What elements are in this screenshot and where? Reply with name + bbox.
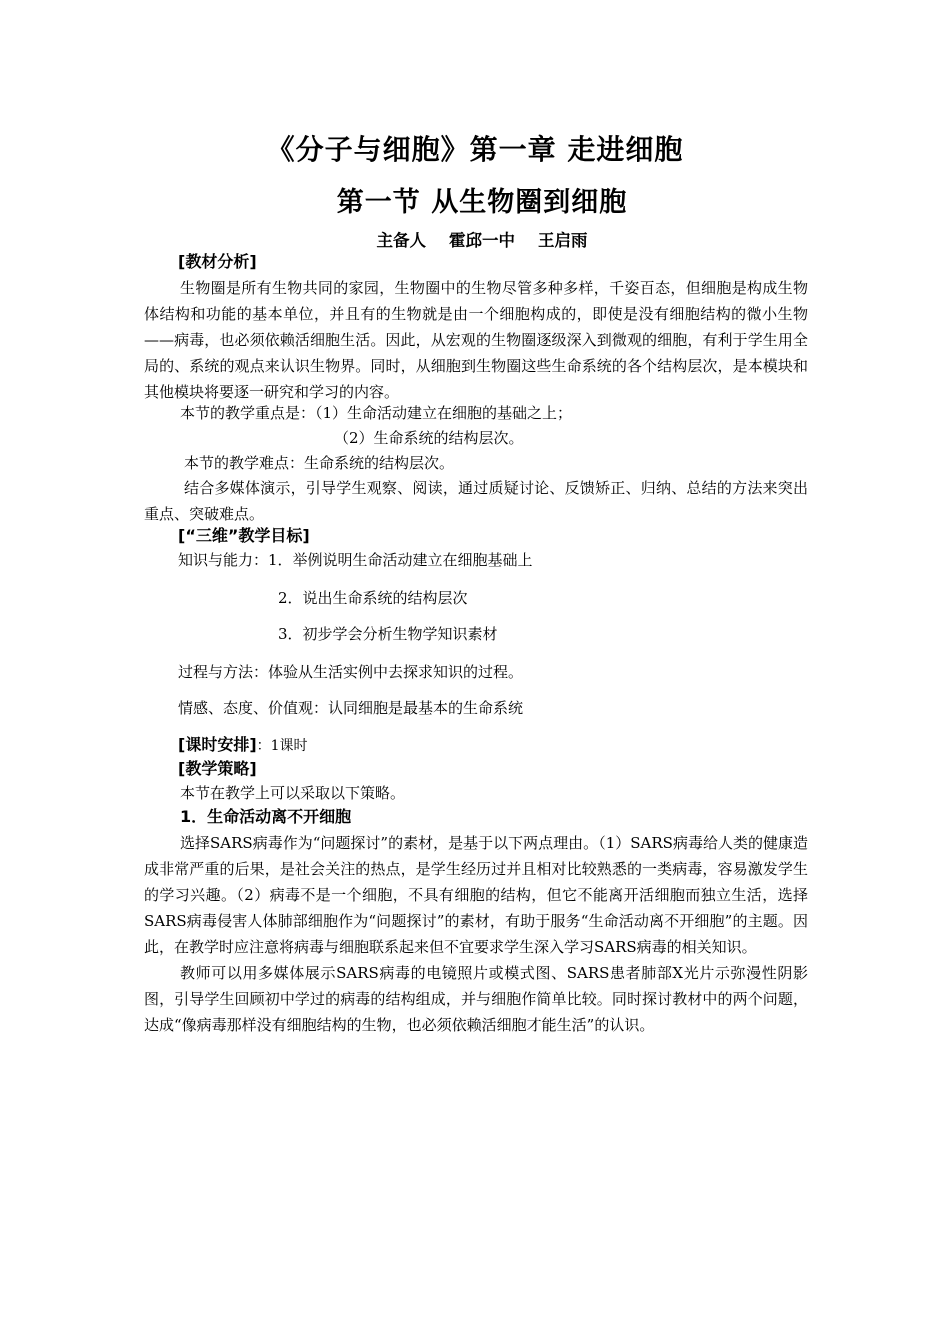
goals-heading: [“三维”教学目标] [178, 526, 310, 545]
strategy-paragraph-2: 教师可以用多媒体展示SARS病毒的电镜照片或模式图、SARS患者肺部X光片示弥漫性阴影图，引导学生回顾初中学过的病毒的结构组成，并与细胞作简单比较。同时探讨教材中的两个问题，达成“像病毒那样没有细胞结构的生物，也必须依赖活细胞才能生活”的认识。 [144, 964, 808, 1034]
key-points-line-1: 本节的教学重点是：（1）生命活动建立在细胞的基础之上； [180, 404, 573, 422]
strategy-heading: [教学策略] [178, 759, 257, 778]
goal-knowledge-1: 知识与能力：1．举例说明生命活动建立在细胞基础上 [178, 551, 533, 569]
material-analysis-section [144, 275, 808, 405]
method-paragraph: 结合多媒体演示，引导学生观察、阅读，通过质疑讨论、反馈矫正、归纳、总结的方法来突出重点、突破难点。 [144, 479, 808, 523]
schedule-value: ：1课时 [256, 738, 308, 754]
schedule-heading: [课时安排] [178, 735, 257, 754]
material-analysis-paragraph: 生物圈是所有生物共同的家园，生物圈中的生物尽管多种多样，千姿百态，但细胞是构成生物体结构和功能的基本单位，并且有的生物就是由一个细胞构成的，即使是没有细胞结构的微小生物——病毒，也必须依赖活细胞生活。因此，从宏观的生物圈逐级深入到微观的细胞，有利于学生用全局的、系统的观点来认识生物界。同时，从细胞到生物圈这些生命系统的各个结构层次，是本模块和其他模块将要逐一研究和学习的内容。 [144, 279, 808, 401]
document-title: 《分子与细胞》第一章 走进细胞 [266, 133, 684, 166]
goal-knowledge-3: 3．初步学会分析生物学知识素材 [278, 625, 498, 643]
goal-process: 过程与方法：体验从生活实例中去探求知识的过程。 [178, 663, 524, 681]
goal-emotion: 情感、态度、价值观：认同细胞是最基本的生命系统 [178, 699, 524, 717]
strategy-paragraph-1: 选择SARS病毒作为“问题探讨”的素材，是基于以下两点理由。（1）SARS病毒给人类的健康造成非常严重的后果，是社会关注的热点，是学生经历过并且相对比较熟悉的一类病毒，容易激发学生的学习兴趣。（2）病毒不是一个细胞，不具有细胞的结构，但它不能离开活细胞而独立生活，选择SARS病毒侵害人体肺部细胞作为“问题探讨”的素材，有助于服务“生命活动离不开细胞”的主题。因此，在教学时应注意将病毒与细胞联系起来但不宜要求学生深入学习SARS病毒的相关知识。 [144, 834, 808, 956]
method-section [144, 475, 808, 527]
strategy-intro: 本节在教学上可以采取以下策略。 [180, 784, 406, 802]
schedule-row [178, 733, 308, 758]
section-title: 第一节 从生物圈到细胞 [336, 187, 628, 218]
author-line: 主备人 霍邱一中 王启雨 [376, 231, 588, 250]
difficulty-line: 本节的教学难点：生命系统的结构层次。 [184, 454, 455, 472]
strategy-subheading: 1．生命活动离不开细胞 [180, 807, 352, 826]
key-points-line-2: （2）生命系统的结构层次。 [334, 429, 524, 447]
material-analysis-heading: [教材分析] [178, 252, 257, 271]
goal-knowledge-2: 2．说出生命系统的结构层次 [278, 589, 468, 607]
strategy-section [144, 830, 808, 1038]
